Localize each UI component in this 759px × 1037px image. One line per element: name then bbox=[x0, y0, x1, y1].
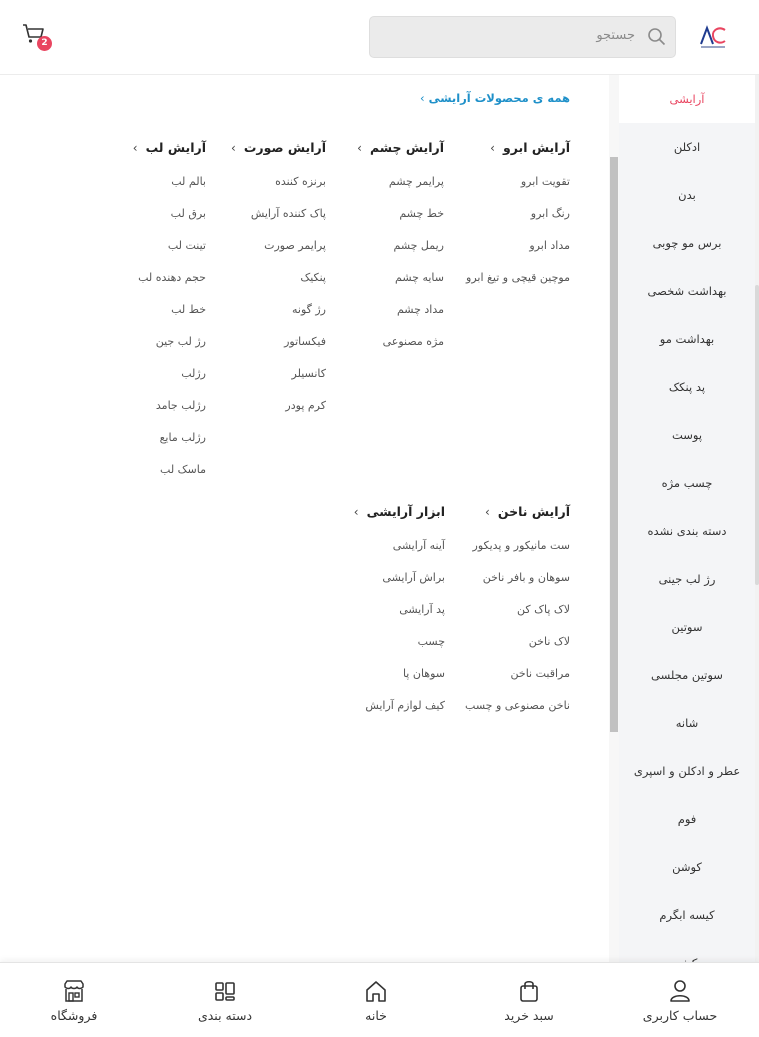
sidebar-item[interactable]: چسب مژه bbox=[661, 476, 713, 490]
chevron-left-icon: › bbox=[490, 141, 495, 155]
subcategory-link[interactable]: بالم لب bbox=[171, 175, 206, 188]
subcategory-link[interactable]: پاک کننده آرایش bbox=[250, 207, 326, 220]
subcategory-link[interactable]: مداد چشم bbox=[396, 303, 444, 316]
all-products-label: همه ی محصولات آرایشی bbox=[428, 91, 570, 105]
subcategory-link[interactable]: پنکیک bbox=[300, 271, 326, 284]
nav-home[interactable] bbox=[316, 979, 436, 1023]
cart-count-badge: 2 bbox=[37, 36, 52, 51]
shopping-bag-icon bbox=[518, 979, 540, 1003]
subcategory-link[interactable]: کرم پودر bbox=[285, 399, 326, 412]
subcategory-link[interactable]: سایه چشم bbox=[395, 271, 444, 284]
chevron-left-icon: › bbox=[353, 505, 359, 519]
subcategory-link[interactable]: مداد ابرو bbox=[529, 239, 570, 252]
subcategory-link[interactable]: لاک پاک کن bbox=[517, 603, 570, 616]
category-title[interactable]: آرایش ابرو› bbox=[490, 140, 570, 155]
subcategory-link[interactable]: خط چشم bbox=[399, 207, 444, 220]
site-logo[interactable] bbox=[699, 24, 727, 50]
store-icon bbox=[63, 979, 85, 1003]
sidebar-item[interactable]: دسته بندی نشده bbox=[647, 524, 727, 538]
subcategory-link[interactable]: موچین قیچی و تیغ ابرو bbox=[466, 271, 570, 284]
subcategory-link[interactable]: برنزه کننده bbox=[275, 175, 326, 188]
home-icon bbox=[365, 979, 387, 1003]
bottom-navigation bbox=[0, 962, 759, 1037]
content-scrollbar-thumb[interactable] bbox=[610, 157, 618, 732]
sidebar-item[interactable]: پد پنکک bbox=[668, 380, 706, 394]
category-column-face bbox=[231, 139, 326, 430]
subcategory-link[interactable]: سوهان پا bbox=[402, 667, 445, 680]
subcategory-link[interactable]: رژلب bbox=[181, 367, 206, 380]
subcategory-link[interactable]: ریمل چشم bbox=[393, 239, 444, 252]
nav-cart-label: سبد خرید bbox=[504, 1008, 554, 1023]
sidebar-item[interactable]: بدن bbox=[678, 188, 696, 202]
sidebar-item[interactable]: بهداشت مو bbox=[659, 332, 715, 346]
subcategory-link[interactable]: رژ لب جین bbox=[155, 335, 206, 348]
search-input[interactable]: جستجو bbox=[596, 28, 635, 43]
subcategory-link[interactable]: براش آرایشی bbox=[382, 571, 445, 584]
category-title[interactable]: ابزار آرایشی› bbox=[353, 504, 445, 519]
subcategory-link[interactable]: آینه آرایشی bbox=[392, 539, 445, 552]
subcategory-link[interactable]: رژ گونه bbox=[292, 303, 326, 316]
subcategory-link[interactable]: پرایمر صورت bbox=[264, 239, 326, 252]
nav-shop-label: فروشگاه bbox=[50, 1008, 98, 1023]
sidebar-item[interactable]: رژ لب جینی bbox=[658, 572, 716, 586]
sidebar-item[interactable]: فوم bbox=[677, 812, 697, 826]
category-title[interactable]: آرایش چشم› bbox=[357, 140, 444, 155]
sidebar-item-makeup[interactable]: آرایشی bbox=[619, 75, 755, 123]
category-title[interactable]: آرایش ناخن› bbox=[485, 504, 570, 519]
page-scrollbar-thumb[interactable] bbox=[755, 285, 759, 585]
category-column-lip bbox=[133, 139, 206, 494]
category-column-tools bbox=[354, 503, 445, 730]
nav-cart[interactable] bbox=[469, 979, 589, 1023]
nav-account[interactable] bbox=[620, 979, 740, 1023]
subcategory-link[interactable]: رنگ ابرو bbox=[530, 207, 570, 220]
sidebar-item[interactable]: سوتین bbox=[671, 620, 703, 634]
header-cart-button[interactable] bbox=[22, 23, 52, 51]
subcategory-link[interactable]: چسب bbox=[417, 635, 445, 648]
category-column-eyebrow bbox=[466, 139, 570, 302]
category-sidebar bbox=[619, 75, 755, 962]
subcategory-link[interactable]: فیکساتور bbox=[284, 335, 326, 348]
subcategory-link[interactable]: سوهان و بافر ناخن bbox=[482, 571, 570, 584]
sidebar-item[interactable]: شانه bbox=[675, 716, 699, 730]
sidebar-item[interactable]: پوست bbox=[671, 428, 703, 442]
subcategory-link[interactable]: تینت لب bbox=[167, 239, 206, 252]
chevron-left-icon: › bbox=[231, 141, 236, 155]
content-scrollbar[interactable] bbox=[609, 75, 619, 962]
subcategory-link[interactable]: مراقبت ناخن bbox=[510, 667, 570, 680]
chevron-left-icon: › bbox=[132, 141, 138, 155]
nav-shop[interactable] bbox=[14, 979, 134, 1023]
top-header bbox=[0, 0, 759, 75]
user-icon bbox=[669, 979, 691, 1003]
nav-categories-label: دسته بندی bbox=[197, 1008, 253, 1023]
sidebar-item[interactable]: ادکلن bbox=[673, 140, 701, 154]
subcategory-link[interactable]: حجم دهنده لب bbox=[138, 271, 206, 284]
category-title[interactable]: آرایش صورت› bbox=[231, 140, 326, 155]
subcategory-link[interactable]: ست مانیکور و پدیکور bbox=[472, 539, 570, 552]
subcategory-link[interactable]: کیف لوازم آرایش bbox=[365, 699, 445, 712]
subcategory-link[interactable]: رژلب مایع bbox=[159, 431, 206, 444]
subcategory-link[interactable]: پرایمر چشم bbox=[388, 175, 444, 188]
sidebar-item[interactable]: برس مو چوبی bbox=[652, 236, 722, 250]
search-icon[interactable] bbox=[647, 27, 667, 47]
subcategory-link[interactable]: رژلب جامد bbox=[155, 399, 206, 412]
subcategory-link[interactable]: کانسیلر bbox=[291, 367, 326, 380]
subcategory-link[interactable]: برق لب bbox=[170, 207, 206, 220]
chevron-left-icon: › bbox=[485, 505, 490, 519]
category-column-nail bbox=[465, 503, 570, 730]
subcategory-link[interactable]: مژه مصنوعی bbox=[382, 335, 444, 348]
nav-home-label: خانه bbox=[365, 1008, 387, 1023]
subcategory-link[interactable]: ناخن مصنوعی و چسب bbox=[465, 699, 570, 712]
category-column-eye bbox=[357, 139, 444, 366]
all-products-link[interactable] bbox=[419, 91, 570, 109]
categories-icon bbox=[214, 979, 236, 1003]
chevron-left-icon: › bbox=[357, 141, 362, 155]
chevron-left-icon: › bbox=[419, 91, 425, 105]
category-title[interactable]: آرایش لب› bbox=[132, 140, 206, 155]
sidebar-item[interactable]: کیسه ابگرم bbox=[659, 908, 715, 922]
sidebar-item[interactable]: عطر و ادکلن و اسپری bbox=[633, 764, 741, 778]
nav-account-label: حساب کاربری bbox=[642, 1008, 718, 1023]
sidebar-item[interactable]: سوتین مجلسی bbox=[651, 668, 723, 682]
search-box[interactable] bbox=[369, 16, 676, 58]
subcategory-link[interactable]: پد آرایشی bbox=[399, 603, 445, 616]
nav-categories[interactable] bbox=[165, 979, 285, 1023]
subcategory-link[interactable]: ماسک لب bbox=[160, 463, 206, 476]
subcategory-link[interactable]: لاک ناخن bbox=[528, 635, 570, 648]
subcategory-link[interactable]: خط لب bbox=[171, 303, 206, 316]
sidebar-item[interactable]: بهداشت شخصی bbox=[647, 284, 727, 298]
sidebar-item[interactable]: کوشن bbox=[672, 860, 702, 874]
subcategory-link[interactable]: تقویت ابرو bbox=[520, 175, 570, 188]
page-scrollbar[interactable] bbox=[755, 75, 759, 962]
